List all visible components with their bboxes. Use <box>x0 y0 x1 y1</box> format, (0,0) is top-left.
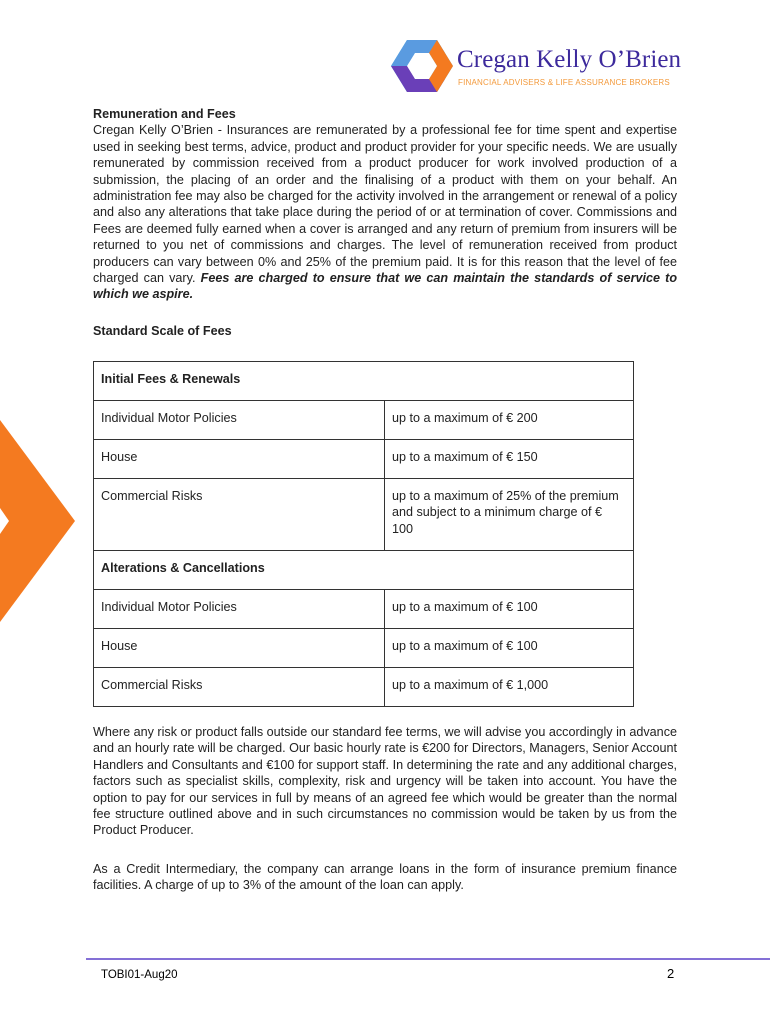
company-name: Cregan Kelly O’Brien <box>457 46 682 73</box>
table-row <box>94 629 634 668</box>
fee-value: up to a maximum of € 150 <box>385 440 634 479</box>
fee-item: Commercial Risks <box>94 668 385 707</box>
table-row <box>94 440 634 479</box>
document-code: TOBI01-Aug20 <box>101 969 178 981</box>
table-row <box>94 668 634 707</box>
table-row <box>94 479 634 551</box>
fee-value: up to a maximum of € 100 <box>385 590 634 629</box>
credit-intermediary-paragraph: As a Credit Intermediary, the company can arrange loans in the form of insurance premium finance facilities. A charge of up to 3% of the amount of the loan can apply. <box>93 862 677 893</box>
fee-item: Commercial Risks <box>94 479 385 551</box>
company-tagline: FINANCIAL ADVISERS & LIFE ASSURANCE BROKERS <box>458 78 670 87</box>
fee-value: up to a maximum of € 100 <box>385 629 634 668</box>
fee-item: Individual Motor Policies <box>94 401 385 440</box>
fee-value: up to a maximum of 25% of the premium and subject to a minimum charge of € 100 <box>385 479 634 551</box>
company-logo <box>391 40 691 92</box>
table-row <box>94 401 634 440</box>
remuneration-heading: Remuneration and Fees <box>93 107 236 121</box>
remuneration-section <box>93 106 677 303</box>
initial-fees-label: Initial Fees & Renewals <box>94 362 634 401</box>
footer-divider <box>86 958 770 960</box>
fee-item: Individual Motor Policies <box>94 590 385 629</box>
hourly-rate-paragraph: Where any risk or product falls outside our standard fee terms, we will advise you accordingly in advance and an hourly rate will be charged. Our basic hourly rate is €200 for Directors, Managers, Senior Account Handlers and Consultants and €100 for support staff. In determining the rate and any additional charges, factors such as specialist skills, complexity, risk and urgency will be taken into account. You have the option to pay for our services in full by means of an agreed fee which would be greater than the normal fee structure outlined above and in such circumstances no commission would be taken by us from the Product Producer. <box>93 725 677 838</box>
fee-scale-title: Standard Scale of Fees <box>93 324 232 338</box>
fee-table <box>93 361 634 707</box>
fee-value: up to a maximum of € 1,000 <box>385 668 634 707</box>
orange-chevron-decoration <box>0 420 75 622</box>
table-section-header <box>94 551 634 590</box>
table-row <box>94 590 634 629</box>
hexagon-logo-icon <box>391 40 453 92</box>
alterations-label: Alterations & Cancellations <box>94 551 634 590</box>
fee-item: House <box>94 629 385 668</box>
fee-value: up to a maximum of € 200 <box>385 401 634 440</box>
remuneration-emphasis: Fees are charged to ensure that we can maintain the standards of service to which we aspire. <box>93 271 678 302</box>
table-section-header <box>94 362 634 401</box>
page-number: 2 <box>667 966 675 981</box>
fee-item: House <box>94 440 385 479</box>
remuneration-body: Cregan Kelly O’Brien - Insurances are remunerated by a professional fee for time spent and expertise used in seeking best terms, advice, product and product provider for your specific needs. We are usually remunerated by commission received from a product producer for work involved production of a submission, the placing of an order and the finalising of a product with them on your behalf. An administration fee may also be charged for the activity involved in the arrangement or renewal of a policy and also any alterations that take place during the period of or at termination of cover. Commissions and Fees are deemed fully earned when a cover is arranged and any return of premium from insurers will be returned to you net of commissions and charges. The level of remuneration received from product producers can vary between 0% and 25% of the premium paid. It is for this reason that the level of fee charged can vary. Fees are charged to ensure that we can maintain the standards of service to which we aspire. <box>93 123 678 302</box>
